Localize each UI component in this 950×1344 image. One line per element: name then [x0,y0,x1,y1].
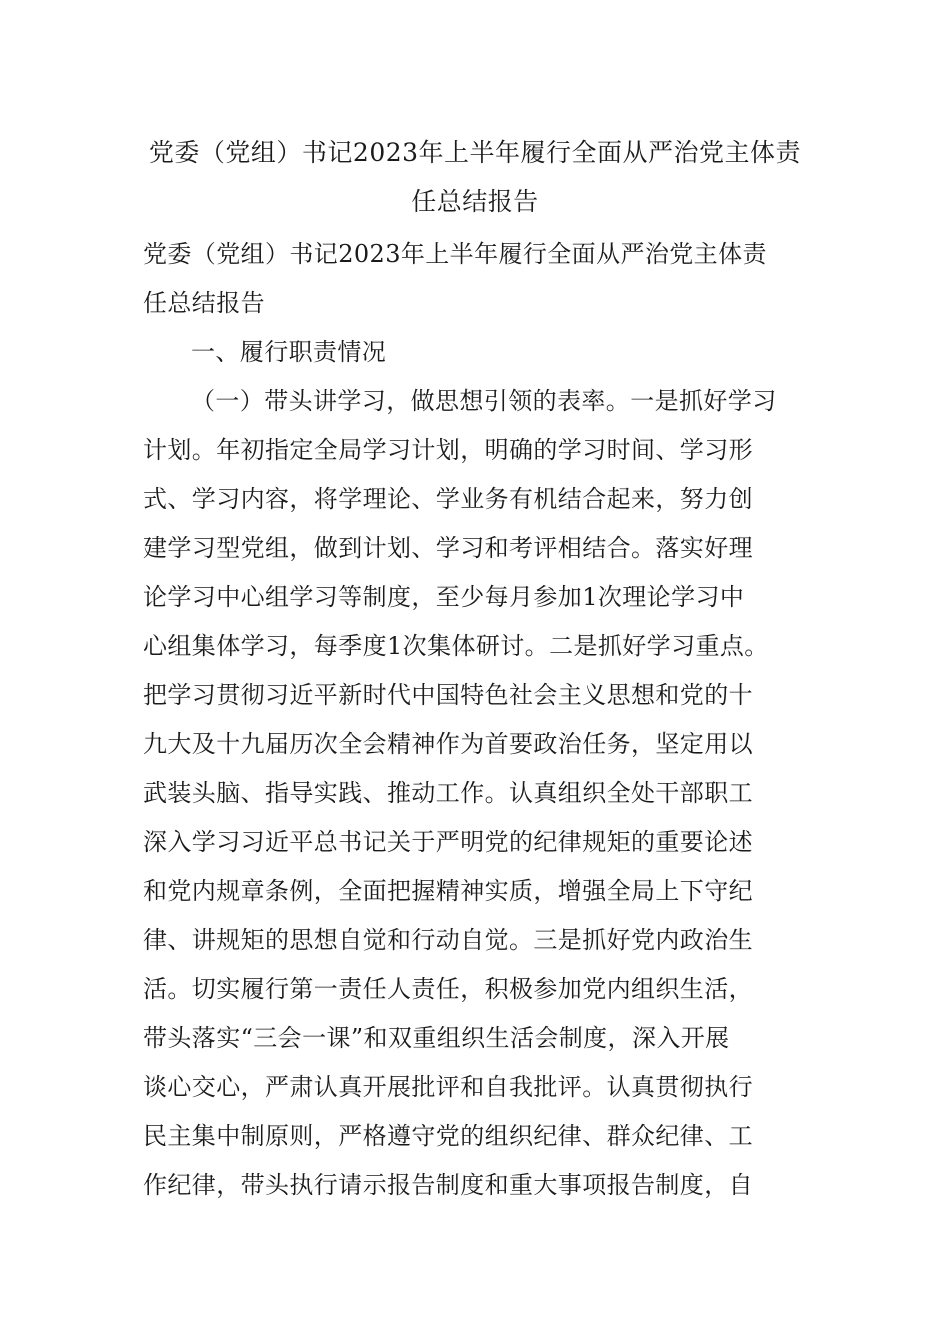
body-line: 计划。年初指定全局学习计划，明确的学习时间、学习形 [143,436,753,464]
body-line: 九大及十九届历次全会精神作为首要政治任务，坚定用以 [143,730,753,758]
title-line: 任总结报告 [411,187,539,216]
body-line: 和党内规章条例，全面把握精神实质，增强全局上下守纪 [143,877,753,905]
body-line: 谈心交心，严肃认真开展批评和自我批评。认真贯彻执行 [143,1073,753,1101]
body-line: 作纪律，带头执行请示报告制度和重大事项报告制度，自 [143,1171,753,1199]
section-heading: 一、履行职责情况 [191,338,387,366]
body-line: 民主集中制原则，严格遵守党的组织纪律、群众纪律、工 [143,1122,753,1150]
body-line: 建学习型党组，做到计划、学习和考评相结合。落实好理 [143,534,753,562]
document-title [140,128,810,226]
body-line: 心组集体学习，每季度1次集体研讨。二是抓好学习重点。 [143,632,769,660]
body-line: （一）带头讲学习，做思想引领的表率。一是抓好学习 [191,387,777,415]
body-line: 活。切实履行第一责任人责任，积极参加党内组织生活， [143,975,753,1003]
body-line: 深入学习习近平总书记关于严明党的纪律规矩的重要论述 [143,828,753,856]
body-line: 党委（党组）书记2023年上半年履行全面从严治党主体责 [143,240,767,268]
body-line: 把学习贯彻习近平新时代中国特色社会主义思想和党的十 [143,681,753,709]
body-line: 武装头脑、指导实践、推动工作。认真组织全处干部职工 [143,779,753,807]
body-line: 任总结报告 [143,289,265,317]
title-line: 党委（党组）书记2023年上半年履行全面从严治党主体责 [148,138,802,167]
document-body [143,230,833,1210]
body-line: 论学习中心组学习等制度，至少每月参加1次理论学习中 [143,583,745,611]
body-line: 律、讲规矩的思想自觉和行动自觉。三是抓好党内政治生 [143,926,753,954]
body-line: 式、学习内容，将学理论、学业务有机结合起来，努力创 [143,485,753,513]
body-line: 带头落实“三会一课”和双重组织生活会制度，深入开展 [143,1024,730,1052]
